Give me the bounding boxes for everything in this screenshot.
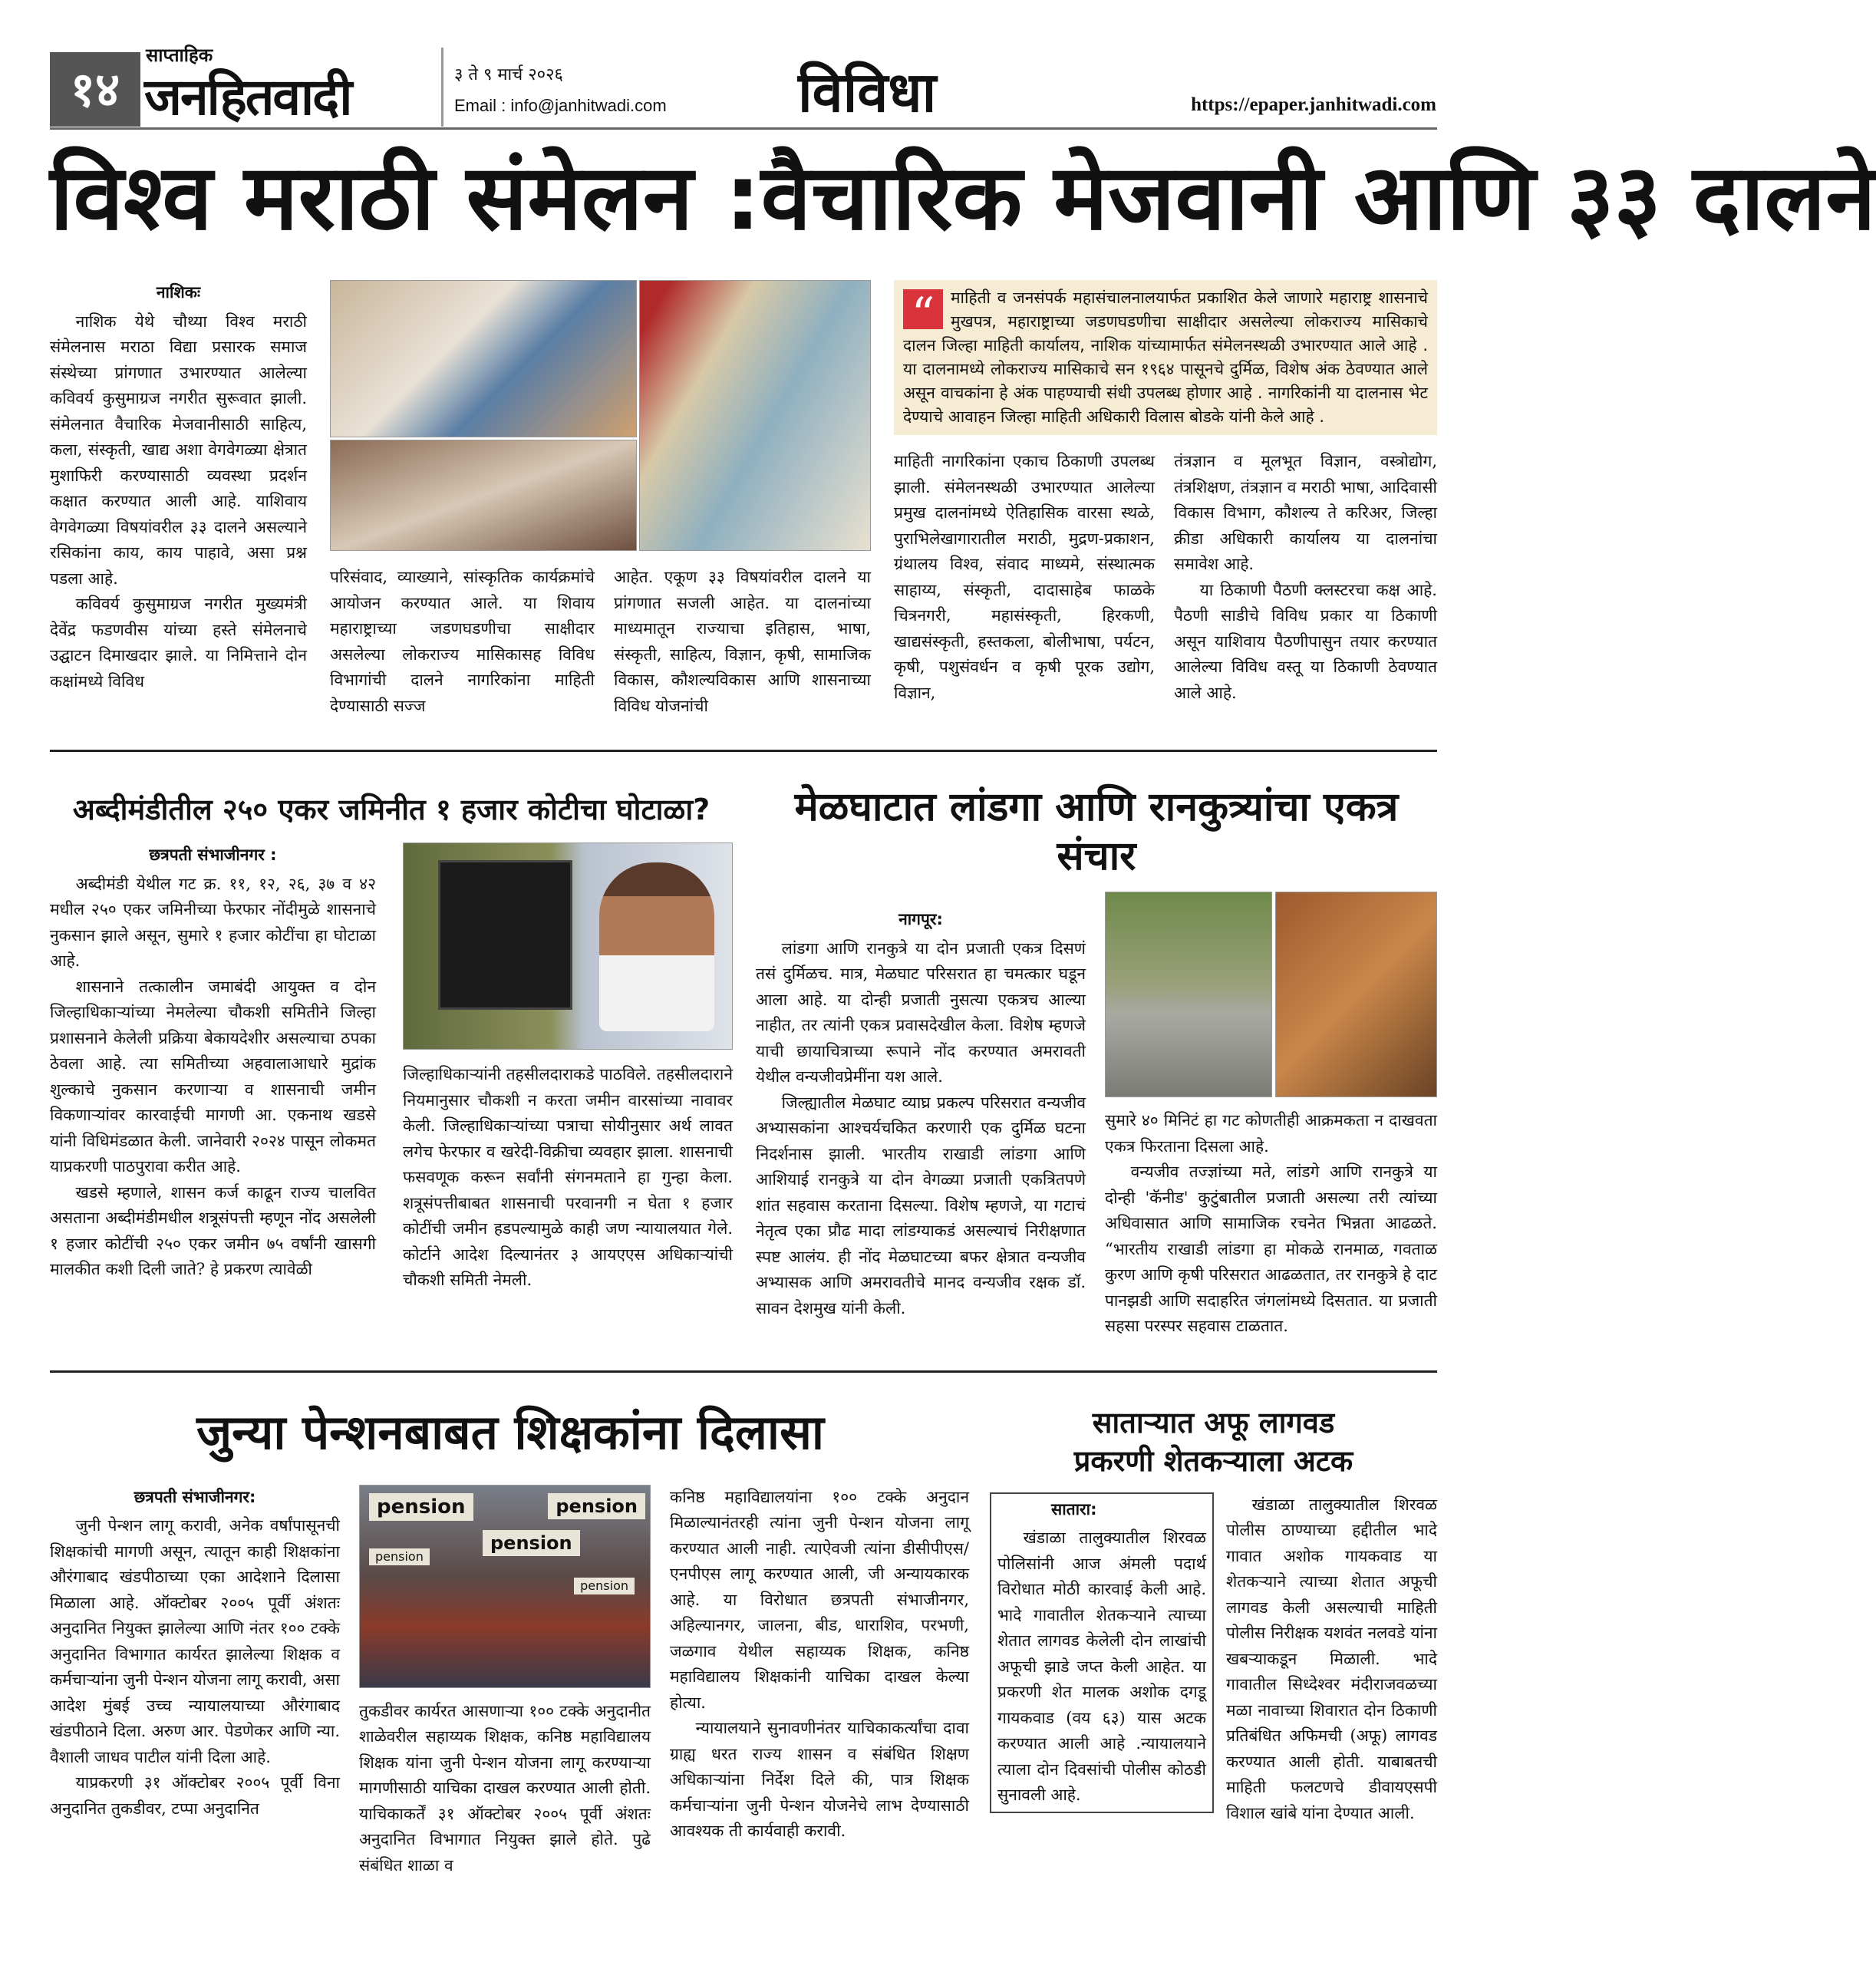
paragraph: वन्यजीव तज्ज्ञांच्या मते, लांडगे आणि रानकुत्रे या दोन्ही 'कॅनीड' कुटुंबातील प्रजाती असल्या तरी त्यांच्या अधिवासात आणि सामाजिक रचनेत भिन्नता आढळते. “भारतीय राखाडी लांडगा हा मोकळे रानमाळ, गवताळ कुरण आणि कृषी परिसरात आढळतात, तर रानकुत्रे हे दाट पानझडी आणि सदाहरित जंगलांमध्ये दिसतात. या प्रजाती सहसा परस्पर सहवास टाळतात. — [1105, 1162, 1437, 1335]
paragraph: खंडाळा तालुक्यातील शिरवळ पोलिसांनी आज अंमली पदार्थ विरोधात मोठी कारवाई केली आहे. भादे गावातील शेतकऱ्याने त्याच्या शेतात लागवड केलेली दोन लाखांची अफूची झाडे जप्त केली आहेत. या प्रकरणी शेत मालक अशोक दगडू गायकवाड (वय ६३) यास अटक करण्यात आली आहे .न्यायालयाने त्याला दोन दिवसांची पोलीस कोठडी सुनावली आहे. — [997, 1528, 1206, 1804]
pension-col-2 — [359, 1699, 651, 1879]
pull-quote-box — [894, 280, 1437, 435]
pension-middle — [359, 1485, 651, 1879]
opium-article — [990, 1403, 1437, 1827]
paragraph: अब्दीमंडी येथील गट क्र. ११, १२, २६, ३७ व ४२ मधील २५० एकर जमिनीच्या फेरफार नोंदीमुळे शासनाचे नुकसान झाले असून, सुमारे १ हजार कोटींचा हा घोटाळा आहे. — [50, 874, 376, 970]
lead-col-1 — [50, 280, 307, 694]
dateline: नागपूर: — [898, 910, 943, 928]
lead-col-2 — [330, 565, 595, 719]
masthead-logo: जनहितवादी — [144, 68, 351, 127]
wolf-right — [1105, 892, 1437, 1340]
pension-col-1 — [50, 1485, 340, 1822]
notice-board-and-politician-photo — [403, 843, 733, 1050]
wolf-columns — [756, 892, 1437, 1340]
lead-photos — [330, 280, 871, 552]
opium-columns — [990, 1492, 1437, 1827]
lead-middle — [330, 280, 871, 719]
wolf-road-photo — [1105, 892, 1272, 1097]
header-rule — [50, 127, 1437, 130]
scam-right — [403, 843, 733, 1294]
paragraph: खडसे म्हणाले, शासन कर्ज काढून राज्य चालवित असताना अब्दीमंडीमधील शत्रूसंपत्ती म्हणून नोंद असलेली १ हजार कोटींची २५० एकर जमीन ७५ वर्षांनी खासगी मालकीत कशी दिली जाते? हे प्रकरण त्यावेळी — [50, 1182, 376, 1278]
section-divider — [50, 750, 1437, 752]
header-divider — [441, 48, 443, 127]
quote-text: माहिती व जनसंपर्क महासंचालनालयार्फत प्रकाशित केले जाणारे महाराष्ट्र शासनाचे मुखपत्र, महाराष्ट्राच्या जडणघडणीचा साक्षीदार असलेल्या लोकराज्य मासिकाचे दालन जिल्हा माहिती कार्यालय, नाशिक यांच्यामार्फत संमेलनस्थळी उभारण्यात आले आहे . या दालनामध्ये लोकराज्य मासिकाचे सन १९६४ पासूनचे दुर्मिळ, विशेष अंक ठेवण्यात आले असून वाचकांना हे अंक पाहण्याची संधी उपलब्ध होणार आहे . नागरिकांनी या दालनास भेट देण्याचे आवाहन जिल्हा माहिती अधिकारी विलास बोडके यांनी केले आहे . — [903, 289, 1428, 426]
wolf-col-2 — [1105, 1108, 1437, 1340]
email: Email : info@janhitwadi.com — [454, 96, 667, 115]
wolf-headline: मेळघाटात लांडगा आणि रानकुत्र्यांचा एकत्र संचार — [794, 784, 1399, 879]
scam-article — [50, 783, 733, 1294]
scam-col-1 — [50, 843, 376, 1283]
opium-headline — [990, 1403, 1437, 1480]
pension-protest-photo — [359, 1485, 651, 1688]
dateline: सातारा: — [1051, 1499, 1097, 1519]
page-number-box: १४ — [50, 52, 140, 127]
paragraph: तंत्रज्ञान व मूलभूत विज्ञान, वस्त्रोद्योग, तंत्रशिक्षण, तंत्रज्ञान व मराठी भाषा, आदिवासी विकास विभाग, कौशल्य ते करिअर, जिल्हा क्रीडा अधिकारी कार्यालय या दालनांचा समावेश आहे. — [1174, 452, 1437, 573]
opium-col-2 — [1226, 1492, 1437, 1827]
lead-headline: विश्व मराठी संमेलन :वैचारिक मेजवानी आणि ३३ दालने — [50, 144, 1876, 250]
paragraph: नाशिक येथे चौथ्या विश्व मराठी संमेलनास मराठा विद्या प्रसारक समाज संस्थेच्या प्रांगणात उभारण्यात आलेल्या कविवर्य कुसुमाग्रज नगरीत सुरूवात झाली. संमेलनात वैचारिक मेजवानीसाठी साहित्य, कला, संस्कृती, खाद्य अशा वेगवेगळ्या क्षेत्रात मुशाफिरी करण्यासाठी व्यवस्था प्रदर्शन कक्षात करण्यात आली आहे. याशिवाय वेगवेगळ्या विषयांवरील ३३ दालने असल्याने रसिकांना काय, काय पाहावे, असा प्रश्न पडला आहे. — [50, 312, 307, 588]
scam-col-2 — [403, 1062, 733, 1294]
scam-headline: अब्दीमंडीतील २५० एकर जमिनीत १ हजार कोटीचा घोटाळा? — [72, 793, 711, 826]
exhibition-photo-crowd — [330, 440, 637, 551]
paragraph: आहेत. एकूण ३३ विषयांवरील दालने या प्रांगणात सजली आहेत. या दालनांच्या माध्यमातून राज्याचा इतिहास, भाषा, संस्कृती, साहित्य, विज्ञान, कृषी, सामाजिक विकास, कौशल्यविकास आणि शासनाच्या विविध योजनांची — [614, 568, 871, 715]
headline-line: साताऱ्यात अफू लागवड — [1092, 1405, 1335, 1439]
lead-col-3 — [614, 565, 871, 719]
paragraph: या ठिकाणी पैठणी क्लस्टरचा कक्ष आहे. पैठणी साडीचे विविध प्रकार या ठिकाणी असून याशिवाय पैठणीपासुन तयार करण्यात आलेल्या विविध वस्तू या ठिकाणी ठेवण्यात आले आहे. — [1174, 580, 1437, 702]
politician-portrait — [599, 862, 714, 1031]
lead-right — [894, 280, 1437, 706]
paragraph: कविवर्य कुसुमाग्रज नगरीत मुख्यमंत्री देवेंद्र फडणवीस यांच्या हस्ते संमेलनाचे उद्घाटन दिमाखदार झाले. या निमित्ताने दोन कक्षांमध्ये विविध — [50, 595, 307, 691]
protest-sign: pension — [574, 1578, 635, 1594]
pension-col-3 — [670, 1485, 969, 1845]
quote-icon: “ — [903, 289, 943, 329]
pension-headline: जुन्या पेन्शनबाबत शिक्षकांना दिलासा — [196, 1403, 824, 1460]
paragraph: जुनी पेन्शन लागू करावी, अनेक वर्षांपासूनची शिक्षकांची मागणी असून, त्यातून काही शिक्षकांना औरंगाबाद खंडपीठाच्या एका आदेशाने दिलासा मिळाला आहे. ऑक्टोबर २००५ पूर्वी अंशतः अनुदानित नियुक्त झालेल्या आणि नंतर १०० टक्के अनुदानित विभागात कार्यरत झालेल्या शिक्षक व कर्मचाऱ्यांना जुनी पेन्शन योजना लागू करावी, असा आदेश मुंबई उच्च न्यायालयाच्या औरंगाबाद खंडपीठाने दिला. अरुण आर. पेडणेकर आणि न्या. वैशाली जाधव पाटील यांनी दिला आहे. — [50, 1516, 340, 1766]
issue-date: ३ ते ९ मार्च २०२६ — [454, 65, 563, 84]
protest-sign: pension — [483, 1530, 580, 1556]
exhibition-photo-books — [330, 280, 637, 437]
page-body — [50, 144, 1876, 1878]
headline-line: प्रकरणी शेतकऱ्याला अटक — [1073, 1443, 1353, 1478]
dateline: नाशिकः — [156, 283, 201, 302]
paragraph: खंडाळा तालुक्यातील शिरवळ पोलीस ठाण्याच्या हद्दीतील भादे गावात अशोक गायकवाड या शेतकऱ्याने त्याच्या शेतात अफूची लागवड केली असल्याची माहिती पोलीस निरीक्षक यशवंत नलवडे यांना खबऱ्याकडून मिळाली. भादे गावातील सिध्देश्वर मंदीराजवळच्या मळा नावाच्या शिवारात दोन ठिकाणी प्रतिबंधित अफिमची (अफू) लागवड करण्यात आली होती. याबाबतची माहिती फलटणचे डीवायएसपी विशाल खांबे यांना देण्यात आली. — [1226, 1495, 1437, 1822]
wolf-article — [756, 783, 1437, 1340]
lead-middle-columns — [330, 565, 871, 719]
paragraph: माहिती नागरिकांना एकाच ठिकाणी उपलब्ध झाली. संमेलनस्थळी उभारण्यात आलेल्या प्रमुख दालनांमध्ये ऐतिहासिक वारसा स्थळे, पुराभिलेखागारातील मराठी, मुद्रण-प्रकाशन, ग्रंथालय विश्व, संवाद माध्यमे, संस्थात्मक साहाय्य, संस्कृती, दादासाहेब फाळके चित्रनगरी, महासंस्कृती, हिरकणी, खाद्यसंस्कृती, हस्तकला, बोलीभाषा, पर्यटन, कृषी, पशुसंवर्धन व कृषी पूरक उद्योग, विज्ञान, — [894, 452, 1155, 702]
middle-section — [50, 783, 1437, 1340]
paragraph: सुमारे ४० मिनिटं हा गट कोणतीही आक्रमकता न दाखवता एकत्र फिरताना दिसला आहे. — [1105, 1111, 1437, 1156]
paragraph: न्यायालयाने सुनावणीनंतर याचिकाकर्त्यांचा दावा ग्राह्य धरत राज्य शासन व संबंधित शिक्षण अधिकाऱ्यांना निर्देश दिले की, पात्र शिक्षक कर्मचाऱ्यांना जुनी पेन्शन योजनेचे लाभ देण्यासाठी आवश्यक ती कार्यवाही करावी. — [670, 1719, 969, 1840]
paragraph: याप्रकरणी ३१ ऑक्टोबर २००५ पूर्वी विना अनुदानित तुकडीवर, टप्पा अनुदानित — [50, 1773, 340, 1818]
protest-sign: pension — [369, 1493, 473, 1521]
lead-col-4 — [894, 449, 1155, 706]
protest-sign: pension — [369, 1548, 430, 1565]
lead-article — [50, 280, 1437, 719]
wolf-photos — [1105, 892, 1437, 1097]
pension-columns — [50, 1485, 971, 1879]
scam-columns — [50, 843, 733, 1294]
pension-article — [50, 1403, 971, 1879]
lead-right-columns — [894, 449, 1437, 706]
wolf-col-1 — [756, 907, 1086, 1321]
paragraph: परिसंवाद, व्याख्याने, सांस्कृतिक कार्यक्रमांचे आयोजन करण्यात आले. या शिवाय महाराष्ट्राच्या जडणघडणीचा साक्षीदार असलेल्या लोकराज्य मासिकासह विविध विभागांची दालने नागरिकांना माहिती देण्यासाठी सज्ज — [330, 568, 595, 715]
bottom-section — [50, 1403, 1437, 1879]
paragraph: तुकडीवर कार्यरत आसणाऱ्या १०० टक्के अनुदानीत शाळेवरील सहाय्यक शिक्षक, कनिष्ठ महाविद्यालय शिक्षक यांना जुनी पेन्शन योजना लागू करण्याऱ्या मागणीसाठी याचिका दाखल करण्यात आली होती. याचिकाकर्तें ३१ ऑक्टोबर २००५ पूर्वी अंशतः अनुदानित विभागात नियुक्त झाले होते. पुढे संबंधित शाळा व — [359, 1701, 651, 1875]
artist-sketch-photo — [639, 280, 871, 551]
wild-dog-forest-photo — [1275, 892, 1437, 1097]
section-divider — [50, 1370, 1437, 1373]
paragraph: शासनाने तत्कालीन जमाबंदी आयुक्त व दोन जिल्हाधिकाऱ्यांच्या नेमलेल्या चौकशी समितीने जिल्हा प्रशासनाने केलेली प्रक्रिया बेकायदेशीर असल्याचा ठपका ठेवला आहे. त्या समितीच्या अहवालाआधारे मुद्रांक शुल्काचे नुकसान करणाऱ्या व शासनाची जमीन विकणाऱ्यांवर कारवाईची मागणी आ. एकनाथ खडसे यांनी विधिमंडळात केली. जानेवारी २०२४ पासून लोकमत याप्रकरणी पाठपुरावा करीत आहे. — [50, 977, 376, 1176]
masthead-small: साप्ताहिक — [146, 45, 213, 66]
paragraph: जिल्हाधिकाऱ्यांनी तहसीलदाराकडे पाठविले. तहसीलदाराने नियमानुसार चौकशी न करता जमीन वारसांच्या नावावर केली. जिल्हाधिकाऱ्यांच्या पत्राचा सोयीनुसार अर्थ लावत लगेच फेरफार व खरेदी-विक्रीचा व्यवहार झाला. शासनाची फसवणूक करून सर्वांनी संगनमताने हा गुन्हा केला. शत्रूसंपत्तीबाबत शासनाची परवानगी न घेता १ हजार कोटींची जमीन हडपल्यामुळे काही जण न्यायालयात गेले. कोर्टाने आदेश दिल्यानंतर ३ आयएएस अधिकाऱ्यांची चौकशी समिती नेमली. — [403, 1065, 733, 1289]
dateline: छत्रपती संभाजीनगर: — [134, 1487, 256, 1506]
epaper-link[interactable]: https://epaper.janhitwadi.com — [1191, 94, 1436, 115]
paragraph: कनिष्ठ महाविद्यालयांना १०० टक्के अनुदान मिळाल्यानंतरही त्यांना जुनी पेन्शन योजना लागू करण्यात आली नाही. त्याऐवजी त्यांना डीसीपीएस/एनपीएस लागू करण्यात आली, जी अन्यायकारक आहे. या विरोधात छत्रपती संभाजीनगर, अहिल्यानगर, जालना, बीड, धाराशिव, परभणी, जळगाव येथील सहाय्यक शिक्षक, कनिष्ठ महाविद्यालय शिक्षकांनी याचिका दाखल केल्या होत्या. — [670, 1487, 969, 1712]
paragraph: जिल्ह्यातील मेळघाट व्याघ्र प्रकल्प परिसरात वन्यजीव अभ्यासकांना आश्चर्यचकित करणारी एक दुर्मिळ घटना निदर्शनास झाली. भारतीय राखाडी लांडगा आणि आशियाई रानकुत्रे या दोन वेगळ्या प्रजाती एकत्रितपणे शांत सहवास करताना दिसल्या. विशेष म्हणजे, या गटाचं नेतृत्व एका प्रौढ मादा लांडग्याकडं असल्याचं निरीक्षणात स्पष्ट आलंय. ही नोंद मेळघाटच्या बफर क्षेत्रात वन्यजीव अभ्यासक आणि अमरावतीचे मानद वन्यजीव रक्षक डॉ. सावन देशमुख यांनी केली. — [756, 1093, 1086, 1317]
paragraph: लांडगा आणि रानकुत्रे या दोन प्रजाती एकत्र दिसणं तसं दुर्मिळच. मात्र, मेळघाट परिसरात हा चमत्कार घडून आला आहे. या दोन्ही प्रजाती नुसत्या एकत्रच आल्या नाहीत, तर त्यांनी एकत्र प्रवासदेखील केला. विशेष म्हणजे याची छायाचित्राच्या रूपाने नोंद करण्यात अमरावती येथील वन्यजीवप्रेमींना यश आले. — [756, 938, 1086, 1086]
protest-sign: pension — [548, 1493, 645, 1519]
lead-col-5 — [1174, 449, 1437, 706]
dateline: छत्रपती संभाजीनगर : — [149, 846, 277, 864]
notice-board — [438, 860, 572, 1010]
section-title: विविधा — [798, 60, 937, 124]
opium-col-1-box — [990, 1492, 1214, 1813]
